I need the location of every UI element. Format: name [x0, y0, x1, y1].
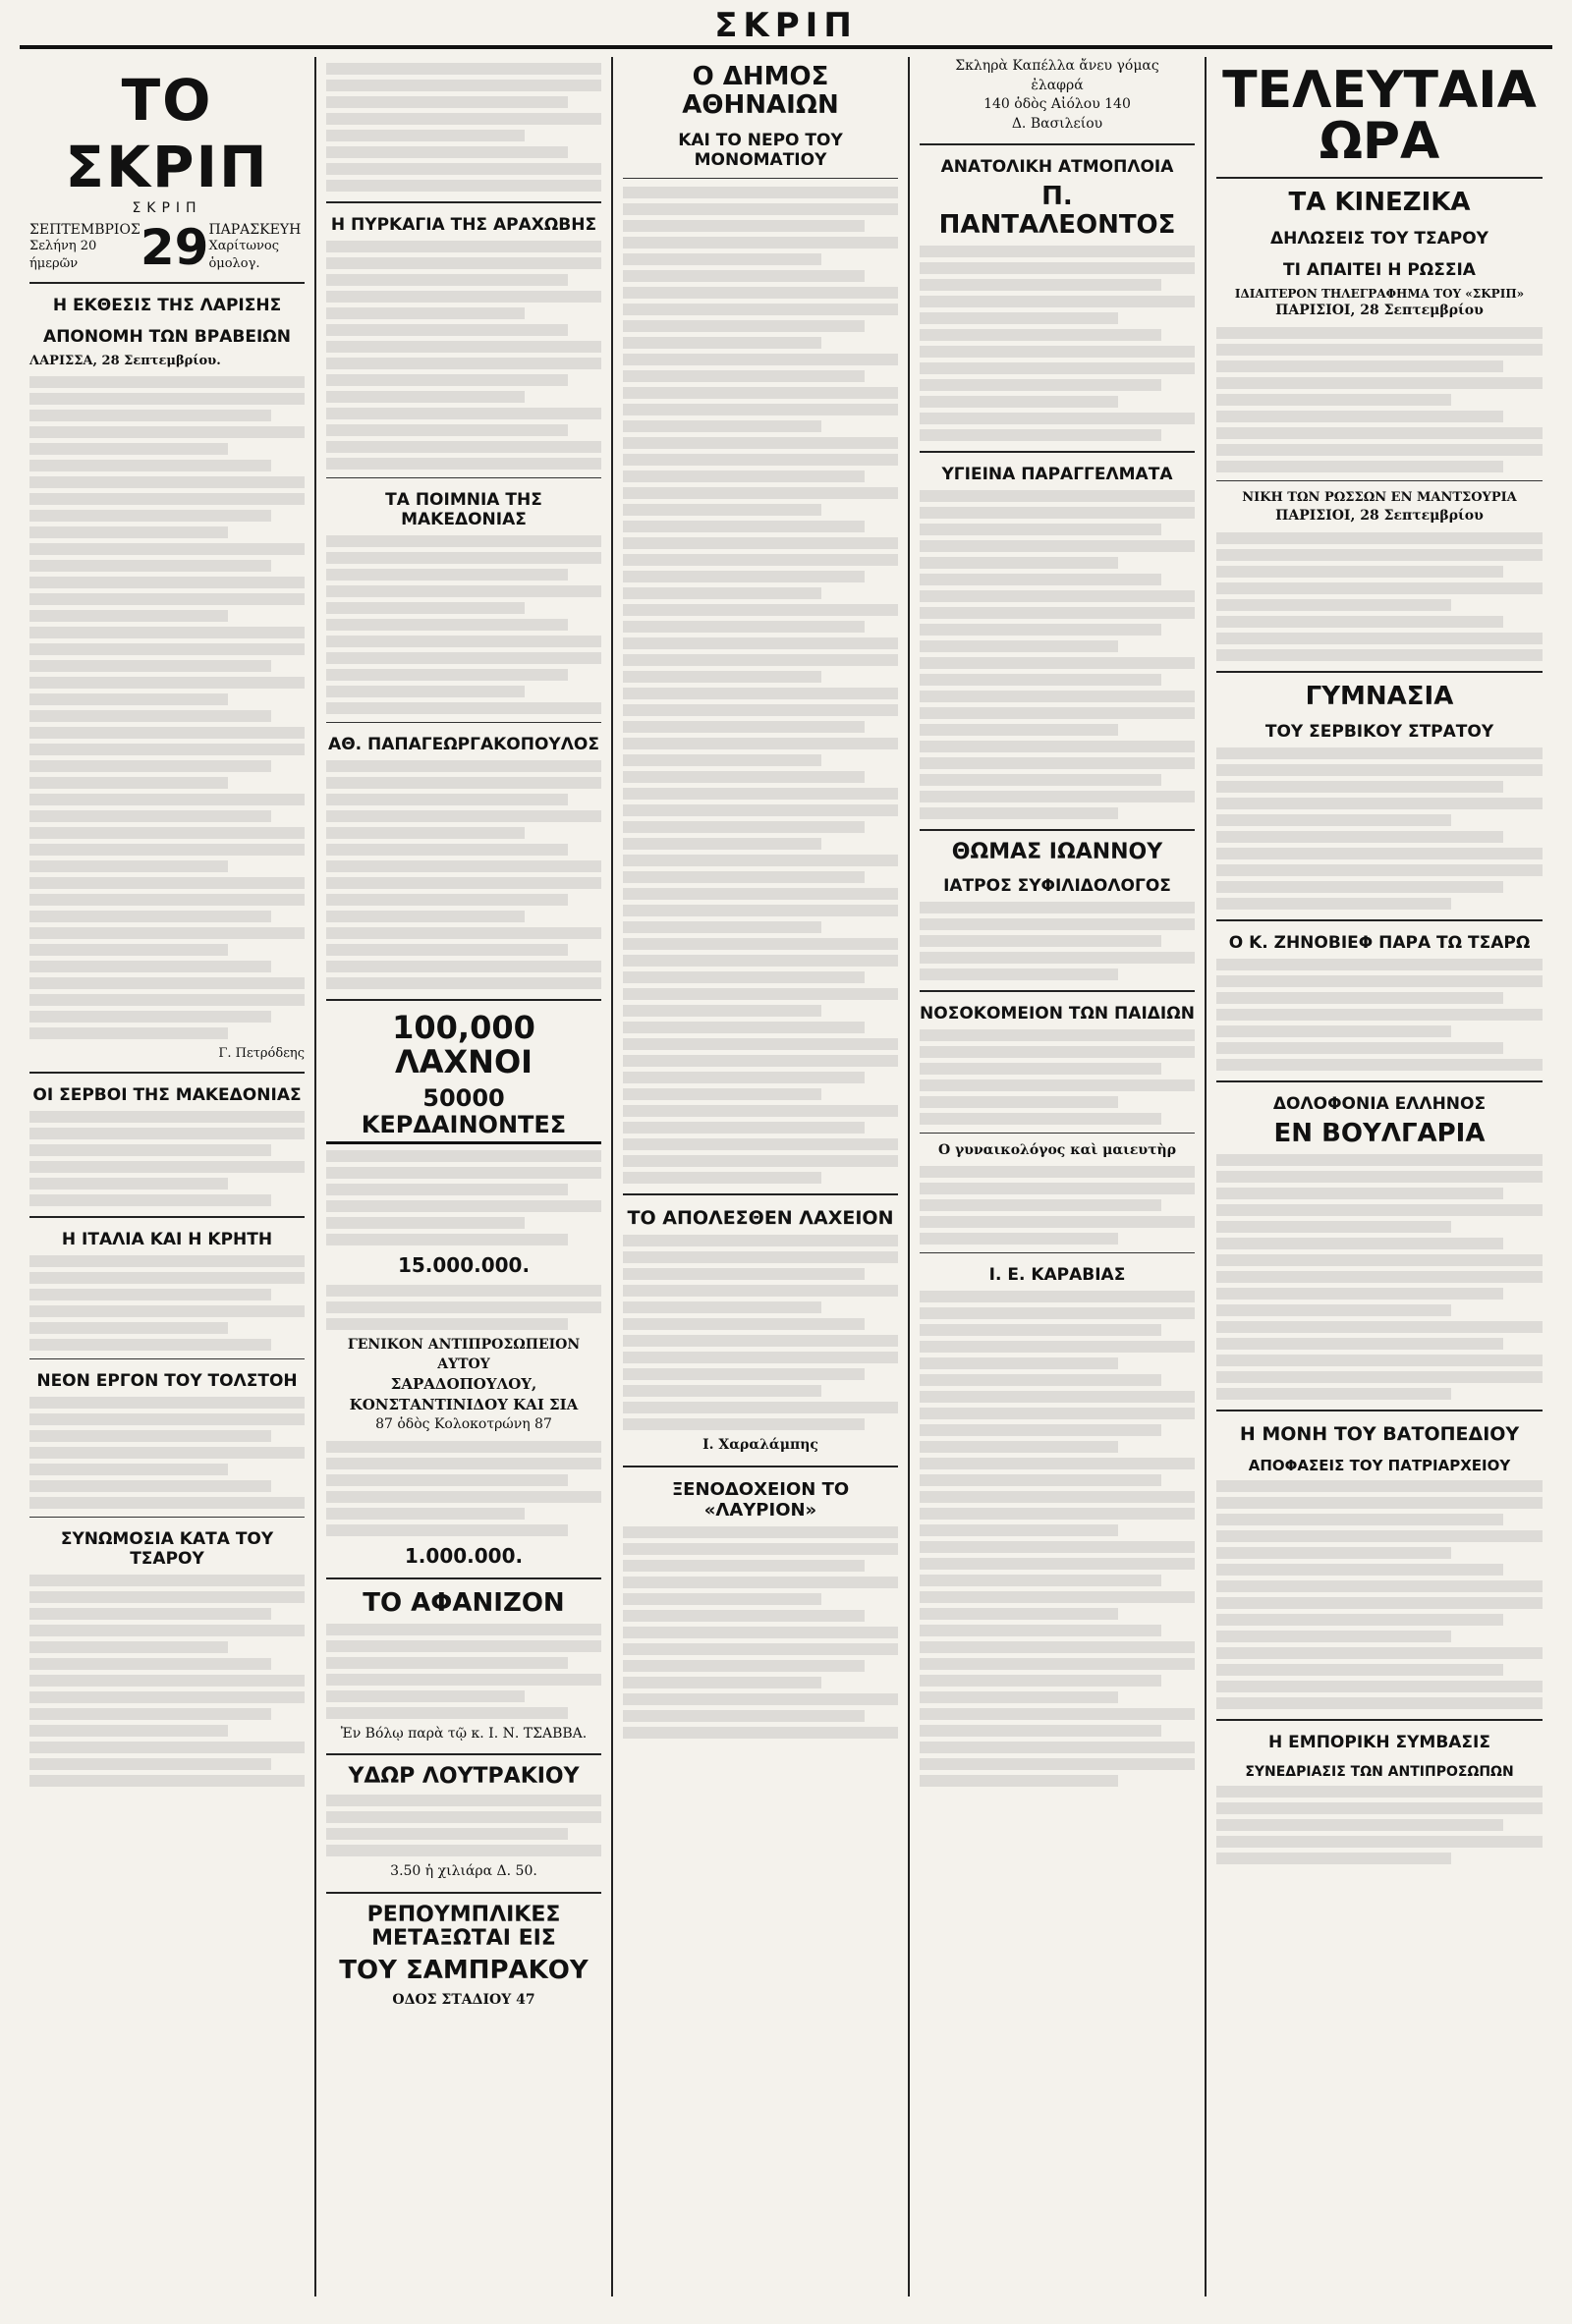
article-heading: ΣΥΝΩΜΟΣΙΑ ΚΑΤΑ ΤΟΥ ΤΣΑΡΟΥ: [60, 1529, 274, 1570]
ad-heading: ΘΩΜΑΣ ΙΩΑΝΝΟΥ: [951, 839, 1163, 864]
date-moon: Σελήνη 20 ήμερῶν: [29, 239, 97, 271]
article-body-placeholder: [1216, 1154, 1543, 1400]
column-1: [20, 57, 314, 2296]
ad-heading: ΤΟ ΑΦΑΝΙΖΟΝ: [363, 1587, 565, 1618]
column-5: [1207, 57, 1552, 2296]
article-heading: ΤΑ ΚΙΝΕΖΙΚΑ: [1288, 188, 1471, 217]
ad-body-placeholder: [920, 246, 1195, 441]
article-heading: ΝΕΟΝ ΕΡΓΟΝ ΤΟΥ ΤΟΛΣΤΟΗ: [36, 1371, 298, 1392]
ad-body-placeholder: [326, 1150, 601, 1245]
article-body-placeholder: [1216, 1480, 1543, 1709]
article-heading: ΤΟ ΑΠΟΛΕΣΘΕΝ ΛΑΧΕΙΟΝ: [627, 1207, 894, 1230]
article-body-placeholder: [29, 1255, 305, 1351]
ad-agents-label: ΓΕΝΙΚΟΝ ΑΝΤΙΠΡΟΣΩΠΕΙΟΝ ΑΥΤΟΥ: [347, 1337, 581, 1372]
lottery-prize: 15.000.000.: [397, 1253, 531, 1278]
article-body-placeholder: [623, 187, 898, 1184]
article-body-placeholder: [1216, 959, 1543, 1071]
ad-heading: Π. ΠΑΝΤΑΛΕΟΝΤΟΣ: [938, 182, 1176, 240]
ad-body-placeholder: [326, 760, 601, 989]
article-subheading: ΔΗΛΩΣΕΙΣ ΤΟΥ ΤΣΑΡΟΥ: [1270, 228, 1488, 249]
article-heading: Η ΙΤΑΛΙΑ ΚΑΙ Η ΚΡΗΤΗ: [61, 1230, 273, 1250]
date-month: ΣΕΠΤΕΜΒΡΙΟΣ: [29, 222, 140, 238]
ad-body-placeholder: [326, 1285, 601, 1330]
article-body-placeholder: [326, 241, 601, 470]
newspaper-title: ΤΟ ΣΚΡΙΠ: [65, 67, 269, 200]
article-subheading: ΤΙ ΑΠΑΙΤΕΙ Η ΡΩΣΣΙΑ: [1283, 259, 1476, 280]
ad-body-placeholder: [920, 1291, 1195, 1787]
newspaper-subtitle: ΣΚΡΙΠ: [132, 200, 202, 216]
article-body-placeholder: [326, 63, 601, 192]
telegram-label: ΙΔΙΑΙΤΕΡΟΝ ΤΗΛΕΓΡΑΦΗΜΑ ΤΟΥ «ΣΚΡΙΠ»: [1234, 286, 1525, 301]
article-heading: ΤΑ ΠΟΙΜΝΙΑ ΤΗΣ ΜΑΚΕΔΟΝΙΑΣ: [385, 490, 542, 529]
article-heading: Ο Κ. ΖΗΝΟΒΙΕΦ ΠΑΡΑ ΤΩ ΤΣΑΡΩ: [1228, 933, 1531, 954]
ad-line: 140 ὁδὸς Αἰόλου 140: [983, 96, 1131, 113]
column-2: [316, 57, 611, 2296]
article-subheading: ΣΥΝΕΔΡΙΑΣΙΣ ΤΩΝ ΑΝΤΙΠΡΟΣΩΠΩΝ: [1245, 1763, 1514, 1780]
ad-heading: Ο γυναικολόγος καὶ μαιευτὴρ: [937, 1141, 1177, 1158]
lottery-ad-headline: 50000 ΚΕΡΔΑΙΝΟΝΤΕΣ: [326, 1085, 601, 1144]
ad-body-placeholder: [920, 1029, 1195, 1125]
article-body-placeholder: [29, 1575, 305, 1787]
article-heading: Η ΠΥΡΚΑΓΙΑ ΤΗΣ ΑΡΑΧΩΒΗΣ: [330, 215, 597, 235]
ad-heading: ΤΟΥ ΣΑΜΠΡΑΚΟΥ: [339, 1956, 589, 1986]
dateline: ΠΑΡΙΣΙΟΙ, 28 Σεπτεμβρίου: [1275, 303, 1484, 319]
article-body-placeholder: [29, 1397, 305, 1509]
ad-address: ΟΔΟΣ ΣΤΑΔΙΟΥ 47: [392, 1991, 535, 2008]
ad-heading: ΡΕΠΟΥΜΠΛΙΚΕΣ ΜΕΤΑΞΩΤΑΙ ΕΙΣ: [366, 1902, 561, 1952]
article-heading: Η ΕΚΘΕΣΙΣ ΤΗΣ ΛΑΡΙΣΗΣ: [52, 296, 282, 316]
article-heading: Η ΕΜΠΟΡΙΚΗ ΣΥΜΒΑΣΙΣ: [1268, 1732, 1490, 1752]
ad-heading: ΑΝΑΤΟΛΙΚΗ ΑΤΜΟΠΛΟΙΑ: [940, 157, 1174, 178]
article-heading: ΥΓΙΕΙΝΑ ΠΑΡΑΓΓΕΛΜΑΤΑ: [941, 464, 1173, 484]
article-body-placeholder: [29, 1111, 305, 1206]
lottery-ad-headline: 100,000 ΛΑΧΝΟΙ: [392, 1009, 535, 1081]
ad-heading: ΝΟΣΟΚΟΜΕΙΟΝ ΤΩΝ ΠΑΙΔΙΩΝ: [920, 1003, 1195, 1024]
article-body-placeholder: [1216, 532, 1543, 661]
masthead-rule: [20, 45, 1552, 49]
article-subheading: ΑΠΟΦΑΣΕΙΣ ΤΟΥ ΠΑΤΡΙΑΡΧΕΙΟΥ: [1248, 1456, 1511, 1474]
section-title: ΤΕΛΕΥΤΑΙΑ ΩΡΑ: [1222, 61, 1537, 171]
ad-price: 3.50 ἡ χιλιάρα Δ. 50.: [390, 1863, 537, 1880]
article-heading: ΓΥΜΝΑΣΙΑ: [1305, 681, 1454, 711]
article-body-placeholder: [1216, 1786, 1543, 1864]
date-weekday: ΠΑΡΑΣΚΕΥΗ: [208, 222, 302, 238]
column-4: [910, 57, 1205, 2296]
article-heading: Η ΜΟΝΗ ΤΟΥ ΒΑΤΟΠΕΔΙΟΥ: [1239, 1422, 1520, 1445]
masthead-title: ΣΚΡΙΠ: [714, 6, 858, 45]
date-saint: Χαρίτωνος ὁμολογ.: [208, 239, 280, 271]
ad-heading: ΑΘ. ΠΑΠΑΓΕΩΡΓΑΚΟΠΟΥΛΟΣ: [328, 735, 599, 754]
article-signature: Γ. Πετρόδεης: [218, 1045, 305, 1061]
ad-body-placeholder: [623, 1526, 898, 1739]
lottery-prize: 1.000.000.: [404, 1543, 524, 1568]
article-body-placeholder: [623, 1235, 898, 1430]
article-heading: ΕΝ ΒΟΥΛΓΑΡΙΑ: [1273, 1119, 1486, 1149]
article-heading: ΝΙΚΗ ΤΩΝ ΡΩΣΣΩΝ ΕΝ ΜΑΝΤΣΟΥΡΙΑ: [1242, 489, 1517, 505]
article-body-placeholder: [1216, 747, 1543, 910]
article-subheading: ΑΠΟΝΟΜΗ ΤΩΝ ΒΡΑΒΕΙΩΝ: [43, 327, 291, 348]
ad-address: 87 ὁδὸς Κολοκοτρώνη 87: [375, 1416, 552, 1433]
ad-body-placeholder: [326, 1624, 601, 1719]
ad-agents-name: ΣΑΡΑΔΟΠΟΥΛΟΥ, ΚΟΝΣΤΑΝΤΙΝΙΔΟΥ ΚΑΙ ΣΙΑ: [349, 1375, 579, 1414]
ad-line: Δ. Βασιλείου: [1011, 115, 1103, 132]
article-heading: ΔΟΛΟΦΟΝΙΑ ΕΛΛΗΝΟΣ: [1272, 1094, 1487, 1115]
dateline: [29, 218, 305, 276]
article-subheading: ΤΟΥ ΣΕΡΒΙΚΟΥ ΣΤΡΑΤΟΥ: [1264, 722, 1494, 743]
dateline: ΠΑΡΙΣΙΟΙ, 28 Σεπτεμβρίου: [1275, 508, 1484, 525]
ad-body-placeholder: [920, 1166, 1195, 1245]
ad-heading: ΞΕΝΟΔΟΧΕΙΟΝ ΤΟ «ΛΑΥΡΙΟΝ»: [671, 1478, 850, 1521]
ad-body-placeholder: [326, 1795, 601, 1856]
article-subheading: ΚΑΙ ΤΟ ΝΕΡΟ ΤΟΥ ΜΟΝΟΜΑΤΙΟΥ: [678, 131, 843, 171]
article-body-placeholder: [1216, 327, 1543, 472]
article-lead: ΛΑΡΙΣΣΑ, 28 Σεπτεμβρίου.: [29, 354, 221, 369]
article-body-placeholder: [29, 376, 305, 1039]
ad-body-placeholder: [920, 902, 1195, 980]
article-heading: Ο ΔΗΜΟΣ ΑΘΗΝΑΙΩΝ: [682, 62, 839, 120]
ad-heading: ΥΔΩΡ ΛΟΥΤΡΑΚΙΟΥ: [348, 1764, 580, 1790]
article-signature: Ι. Χαραλάμπης: [702, 1437, 818, 1454]
ad-heading: Ι. Ε. ΚΑΡΑΒΙΑΣ: [988, 1265, 1126, 1286]
date-day: 29: [140, 218, 209, 276]
article-body-placeholder: [326, 535, 601, 714]
ad-signature: Ἐν Βόλῳ παρὰ τῷ κ. Ι. Ν. ΤΣΑΒΒΑ.: [340, 1725, 588, 1742]
article-heading: ΟΙ ΣΕΡΒΟΙ ΤΗΣ ΜΑΚΕΔΟΝΙΑΣ: [32, 1085, 302, 1106]
ad-subheading: ΙΑΤΡΟΣ ΣΥΦΙΛΙΔΟΛΟΓΟΣ: [943, 875, 1171, 896]
column-3: [613, 57, 908, 2296]
ad-line: Σκληρὰ Καπέλλα ἄνευ γόμας: [955, 58, 1159, 74]
article-body-placeholder: [920, 490, 1195, 819]
ad-body-placeholder: [326, 1441, 601, 1536]
ad-line: ἐλαφρά: [1031, 77, 1084, 93]
